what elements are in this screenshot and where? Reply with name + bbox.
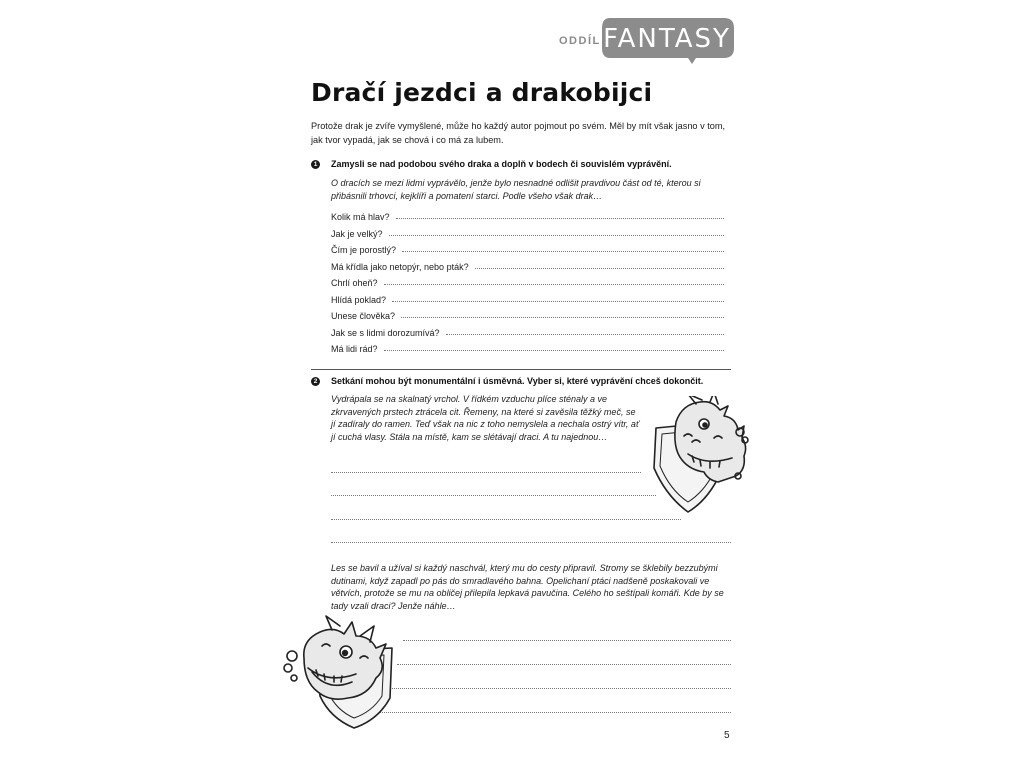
answer-line[interactable] [402, 251, 724, 252]
question-label: Má lidi rád? [331, 344, 378, 354]
dragon-shield-illustration [648, 396, 752, 516]
answer-line[interactable] [392, 301, 724, 302]
story-1-text: Vydrápala se na skalnatý vrchol. V řídkém vzduchu plíce sténaly a ve zkrvavených prstech ztrácela cit. Řemeny, na které si zavěsila těžký meč, se jí zadíraly do ramen. Teď však na nic z toho nemyslela a nechala ostrý vítr, ať jí cuchá vlasy. Stála na místě, kam se slétávají draci. A tu najednou… [331, 394, 640, 442]
writing-line[interactable] [397, 664, 731, 665]
question-row[interactable] [331, 208, 724, 222]
question-row[interactable] [331, 324, 724, 338]
writing-line[interactable] [331, 542, 731, 543]
story-2-text: Les se bavil a užíval si každý naschvál, který mu do cesty připravil. Stromy se šklebily bezzubými dutinami, když zapadl po pás do smradlavého bahna. Opelichaní ptáci nadšeně poskakovali ve větvích, protože se mu na obličej přilepila lepkavá pavučina. Celého ho seštípali komáři. Kde by se tady vzali draci? Jenže náhle… [331, 563, 724, 611]
section-label: ODDÍL [559, 35, 601, 47]
answer-line[interactable] [396, 218, 724, 219]
task-1-story: O dracích se mezi lidmi vyprávělo, jenže bylo nesnadné odlišit pravdivou část od té, kterou si přibásnili trhovci, kejklíři a pomatení starci. Podle všeho však drak… [331, 178, 701, 201]
writing-line[interactable] [331, 495, 656, 496]
writing-line[interactable] [375, 712, 731, 713]
question-label: Kolik má hlav? [331, 212, 390, 222]
section-name: FANTASY [603, 24, 731, 54]
question-row[interactable] [331, 241, 724, 255]
question-label: Má křídla jako netopýr, nebo pták? [331, 262, 469, 272]
answer-line[interactable] [446, 334, 724, 335]
writing-line[interactable] [403, 640, 731, 641]
question-label: Čím je porostlý? [331, 245, 397, 255]
section-tab [600, 16, 736, 60]
page-title: Dračí jezdci a drakobijci [311, 78, 653, 107]
answer-line[interactable] [401, 317, 724, 318]
task-2-title: Setkání mohou být monumentální i úsměvná. Vyber si, které vyprávění chceš dokončit. [331, 376, 704, 386]
dragon-shield-illustration [282, 612, 400, 730]
question-label: Hlídá poklad? [331, 295, 387, 305]
answer-line[interactable] [475, 268, 724, 269]
page-number: 5 [724, 730, 730, 741]
question-row[interactable] [331, 274, 724, 288]
task-1-title: Zamysli se nad podobou svého draka a doplň v bodech či souvislém vyprávění. [331, 159, 672, 169]
writing-line[interactable] [331, 519, 681, 520]
writing-line[interactable] [388, 688, 731, 689]
task-number-1: 1 [311, 160, 320, 169]
task-number-2: 2 [311, 377, 320, 386]
answer-line[interactable] [384, 350, 724, 351]
question-row[interactable] [331, 258, 724, 272]
question-row[interactable] [331, 307, 724, 321]
writing-line[interactable] [331, 472, 641, 473]
question-label: Jak je velký? [331, 229, 383, 239]
section-divider [311, 369, 731, 370]
answer-line[interactable] [389, 235, 724, 236]
question-row[interactable] [331, 225, 724, 239]
question-label: Jak se s lidmi dorozumívá? [331, 328, 440, 338]
answer-line[interactable] [384, 284, 724, 285]
question-row[interactable] [331, 340, 724, 354]
question-label: Unese člověka? [331, 311, 396, 321]
question-row[interactable] [331, 291, 724, 305]
question-label: Chrlí oheň? [331, 278, 378, 288]
intro-paragraph: Protože drak je zvíře vymyšlené, může ho každý autor pojmout po svém. Měl by mít však jasno v tom, jak tvor vypadá, jak se chová i co má za lubem. [311, 121, 726, 145]
